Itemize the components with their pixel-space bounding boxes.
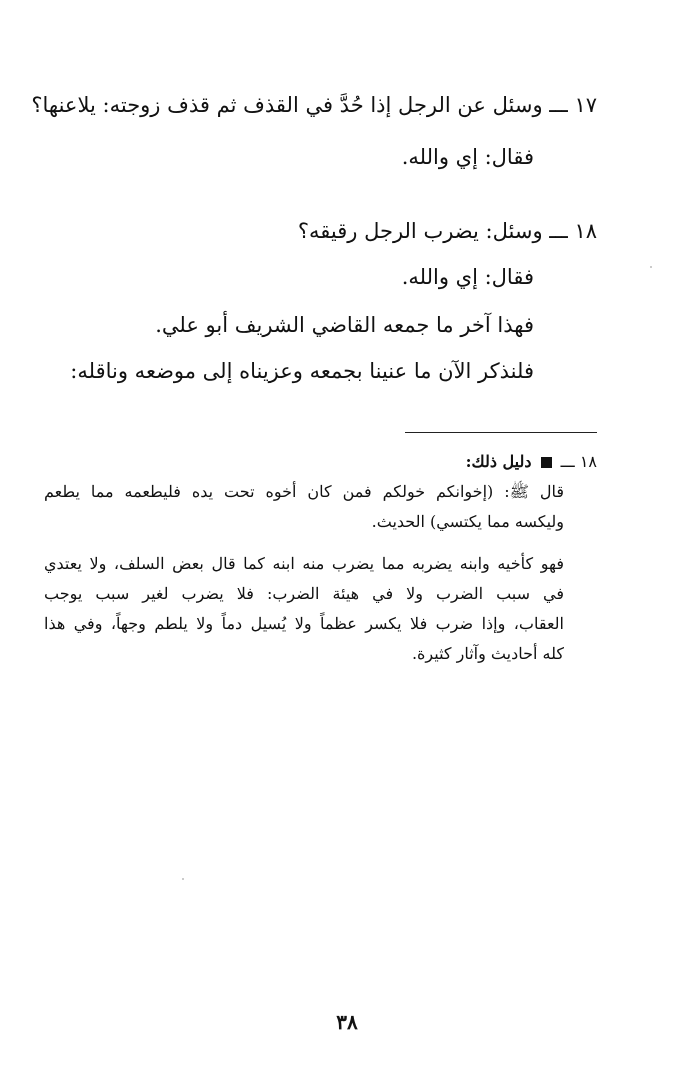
item-18-answer bbox=[0, 262, 534, 292]
item-18-question-text: وسئل: يضرب الرجل رقيقه؟ bbox=[297, 219, 543, 243]
closing-line-1-text: فهذا آخر ما جمعه القاضي الشريف أبو علي. bbox=[155, 313, 534, 337]
footnote-p2-line4-text: كله أحاديث وآثار كثيرة. bbox=[411, 644, 564, 663]
item-18-dash: ـــ bbox=[549, 219, 568, 243]
scan-speck bbox=[182, 878, 184, 880]
item-18-answer-text: فقال: إي والله. bbox=[401, 265, 534, 289]
footnote-heading-text: دليل ذلك: bbox=[465, 452, 532, 471]
footnote-p2-line1 bbox=[44, 552, 564, 576]
footnote-p1-line1-text: قال ﷺ: (إخوانكم خولكم فمن كان أخوه تحت يده فليطعمه مما يطعم bbox=[44, 482, 564, 501]
footnote-p2-line4 bbox=[0, 642, 564, 666]
closing-line-1 bbox=[0, 310, 534, 340]
footnote-p1-line2-text: وليكسه مما يكتسي) الحديث. bbox=[371, 512, 564, 531]
item-17-question-text: وسئل عن الرجل إذا حُدَّ في القذف ثم قذف زوجته: يلاعنها؟ bbox=[31, 93, 543, 117]
footnote-p2-line2-text: في سبب الضرب ولا في هيئة الضرب: فلا يضرب لغير سبب يوجب bbox=[44, 584, 564, 603]
footnote-p2-line3-text: العقاب، وإذا ضرب فلا يكسر عظماً ولا يُسيل دماً ولا يلطم وجهاً، وفي هذا bbox=[44, 614, 564, 633]
footnote-heading bbox=[0, 450, 597, 474]
item-17-question bbox=[31, 90, 597, 120]
closing-line-2-text: فلنذكر الآن ما عنينا بجمعه وعزيناه إلى موضعه وناقله: bbox=[70, 359, 534, 383]
footnote-p2-line2 bbox=[44, 582, 564, 606]
footnote-p1-line2 bbox=[0, 510, 564, 534]
footnote-p1-line1 bbox=[44, 480, 564, 504]
square-bullet-icon bbox=[541, 457, 552, 468]
footnote-number: ١٨ bbox=[579, 452, 597, 471]
item-17-answer bbox=[0, 142, 534, 172]
closing-line-2 bbox=[0, 356, 534, 386]
footnote-p2-line1-text: فهو كأخيه وابنه يضربه مما يضرب منه ابنه كما قال بعض السلف، ولا يعتدي bbox=[44, 554, 564, 573]
item-17-number: ١٧ bbox=[574, 93, 597, 117]
item-18-question bbox=[0, 216, 597, 246]
footnote-divider bbox=[405, 432, 597, 433]
item-17-answer-text: فقال: إي والله. bbox=[401, 145, 534, 169]
footnote-p2-line3 bbox=[44, 612, 564, 636]
item-17-dash: ـــ bbox=[549, 93, 568, 117]
scan-speck bbox=[650, 266, 652, 268]
item-18-number: ١٨ bbox=[574, 219, 597, 243]
footnote-dash: ـــ bbox=[560, 452, 575, 471]
page-number: ٣٨ bbox=[336, 1010, 358, 1034]
